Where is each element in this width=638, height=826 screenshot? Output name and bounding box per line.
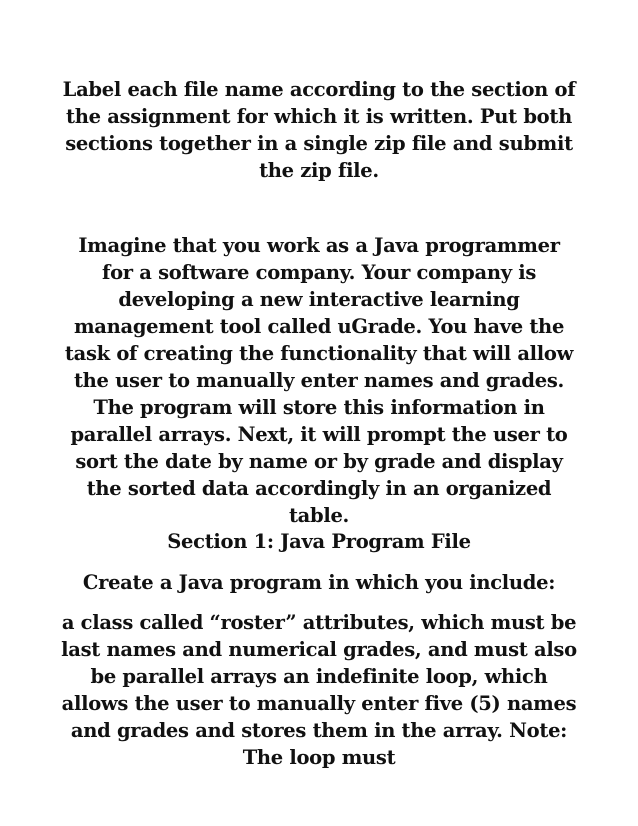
section-heading: Section 1: Java Program File [167,530,471,553]
section-intro: Create a Java program in which you include: [82,571,556,594]
requirements-paragraph: a class called “roster” attributes, which must be last names and numerical grades, and must also be parallel arrays an indefinite loop, which allows the user to manually enter five (5) names and grades and stores them in the array. Note: The loop must [61,611,577,769]
scenario-paragraph: Imagine that you work as a Java programmer for a software company. Your company is developing a new interactive learning management tool called uGrade. You have the task of creating the functionality that will allow the user to manually enter names and grades. The program will store this information in parallel arrays. Next, it will prompt the user to sort the date by name or by grade and display the sorted data accordingly in an organized table. [64,234,574,527]
instructions-paragraph: Label each file name according to the section of the assignment for which it is written. Put both sections together in a single zip file and submit the zip file. [62,78,576,182]
